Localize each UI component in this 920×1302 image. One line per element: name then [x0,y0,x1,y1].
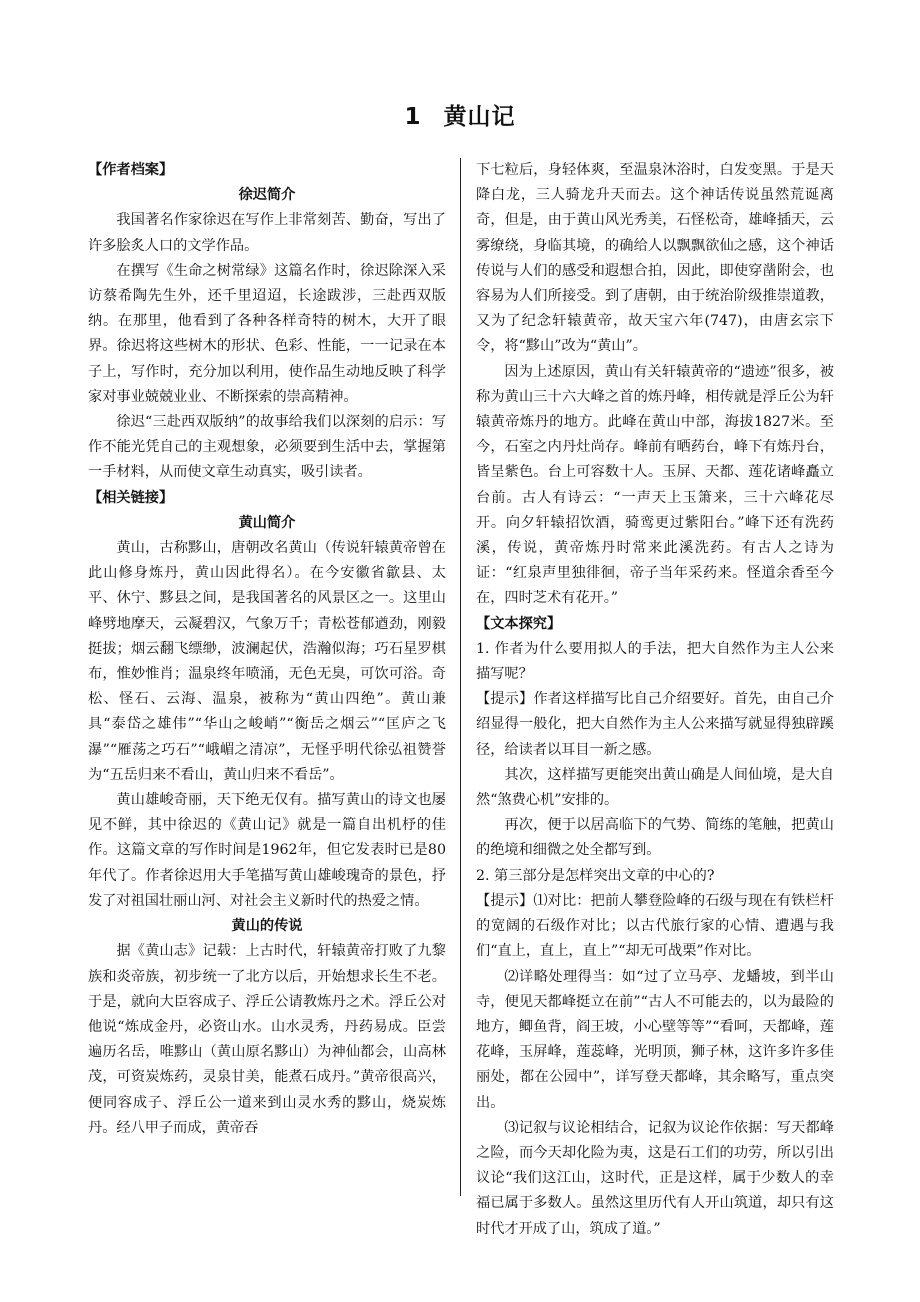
paragraph: ⑵详略处理得当：如“过了立马亭、龙蟠坡，到半山寺，便见天都峰挺立在前”“古人不可能去的，以为最险的地方，鲫鱼背，阎王坡，小心壁等等”“看呵，天都峰，莲花峰，玉屏峰，莲蕊峰，光明顶，狮子林，这许多许多佳丽处，都在公园中”，详写登天都峰，其余略写，重点突出。 [476,968,834,1111]
paragraph: 徐迟“三赴西双版纳”的故事给我们以深刻的启示：写作不能光凭自己的主观想象，必须要到生活中去，掌握第一手材料，从而使文章生动真实，吸引读者。 [88,414,446,481]
subheading-legend: 黄山的传说 [231,918,303,935]
paragraph: 据《黄山志》记载：上古时代，轩辕黄帝打败了九黎族和炎帝族，初步统一了北方以后，开始想求长生不老。于是，就向大臣容成子、浮丘公请教炼丹之术。浮丘公对他说“炼成金丹，必资山水。山水灵秀，丹药易成。臣尝遍历名岳，唯黟山（黄山原名黟山）为神仙都会，山高林茂，可资炭炼药，灵泉甘美，能煮石成丹。”黄帝很高兴，便同容成子、浮丘公一道来到山灵水秀的黟山，烧炭炼丹。经八甲子而成，黄帝吞 [88,943,446,1136]
subheading-huangshan-intro: 黄山简介 [238,514,296,531]
hint-label: 【提示】 [476,691,534,708]
question-2: 2. 第三部分是怎样突出文章的中心的? [476,867,715,884]
subheading-xuchi: 徐迟简介 [238,187,296,204]
answer-2 [476,889,834,965]
page-title [0,98,920,131]
paragraph: 因为上述原因，黄山有关轩辕黄帝的“遗迹”很多，被称为黄山三十六大峰之首的炼丹峰，相传就是浮丘公为轩辕黄帝炼丹的地方。此峰在黄山中部，海拔1827米。至今，石室之内丹灶尚存。峰前有晒药台，峰下有炼丹台，皆呈紫色。台上可容数十人。玉屏、天都、莲花诸峰矗立台前。古人有诗云：“一声天上玉箫来，三十六峰花尽开。向夕轩辕招饮酒，骑鸾更过紫阳台。”峰下还有洗药溪，传说，黄帝炼丹时常来此溪洗药。有古人之诗为证：“红泉声里独徘徊，帝子当年采药来。怪道余香至今在，四时芝术有花开。” [476,363,834,607]
answer-1 [476,687,834,763]
paragraph: 黄山，古称黟山，唐朝改名黄山（传说轩辕黄帝曾在此山修身炼丹，黄山因此得名）。在今安徽省歙县、太平、休宁、黟县之间，是我国著名的风景区之一。这里山峰劈地摩天，云凝碧汉，气象万千；青松苍郁遒劲，刚毅挺拔；烟云翻飞缥缈，波澜起伏，浩瀚似海；巧石星罗棋布，惟妙惟肖；温泉终年喷涌，无色无臭，可饮可浴。奇松、怪石、云海、温泉，被称为“黄山四绝”。黄山兼具“泰岱之雄伟”“华山之峻峭”“衡岳之烟云”“匡庐之飞瀑”“雁荡之巧石”“峨嵋之清凉”，无怪乎明代徐弘祖赞誉为“五岳归来不看山，黄山归来不看岳”。 [88,540,446,783]
lesson-title: 黄山记 [443,104,516,130]
paragraph: 再次，便于以居高临下的气势、简练的笔触，把黄山的绝境和细微之处全都写到。 [476,817,834,859]
paragraph: 我国著名作家徐迟在写作上非常刻苦、勤奋，写出了许多脍炙人口的文学作品。 [88,212,446,254]
lesson-number: 1 [404,104,422,130]
answer-text: 作者这样描写比自己介绍要好。首先，由自己介绍显得一般化，把大自然作为主人公来描写就显得独辟蹊径，给读者以耳目一新之感。 [476,691,834,758]
section-heading-links: 【相关链接】 [88,489,174,506]
section-heading-author: 【作者档案】 [88,162,174,178]
hint-label: 【提示】 [476,892,534,909]
paragraph: ⑶记叙与议论相结合，记叙为议论作依据：写天都峰之险，而今天却化险为夷，这是石工们的功劳，所以引出议论“我们这江山，这时代，正是这样，属于少数人的幸福已属于多数人。虽然这里历代有人开山筑道，却只有这时代才开成了山，筑成了道。” [476,1119,834,1237]
section-heading-explore: 【文本探究】 [476,615,562,632]
right-column [476,158,834,1242]
answer-text: ⑴对比：把前人攀登险峰的石级与现在有铁栏杆的宽阔的石级作对比；以古代旅行家的心情、遭遇与我们“直上，直上，直上”“却无可战栗”作对比。 [476,892,834,960]
paragraph: 黄山雄峻奇丽，天下绝无仅有。描写黄山的诗文也屡见不鲜，其中徐迟的《黄山记》就是一篇自出机杼的佳作。这篇文章的写作时间是1962年，但它发表时已是80年代了。作者徐迟用大手笔描写黄山雄峻瑰奇的景色，抒发了对祖国壮丽山河、对社会主义新时代的热爱之情。 [88,792,446,909]
question-1: 1. 作者为什么要用拟人的手法，把大自然作为主人公来描写呢？ [476,640,834,683]
paragraph: 其次，这样描写更能突出黄山确是人间仙境，是大自然“煞费心机”安排的。 [476,766,834,809]
left-column [88,158,446,1141]
paragraph: 下七粒后，身轻体爽，至温泉沐浴时，白发变黑。于是天降白龙，三人骑龙升天而去。这个神话传说虽然荒诞离奇，但是，由于黄山风光秀美，石怪松奇，雄峰插天，云雾缭绕，身临其境，的确给人以飘飘欲仙之感，这个神话传说与人们的感受和遐想合拍，因此，即使穿凿附会，也容易为人们所接受。到了唐朝，由于统治阶级推崇道教，又为了纪念轩辕黄帝，故天宝六年(747)，由唐玄宗下令，将“黟山”改为“黄山”。 [476,162,834,355]
column-divider [460,158,461,1196]
paragraph: 在撰写《生命之树常绿》这篇名作时，徐迟除深入采访蔡希陶先生外，还千里迢迢，长途跋涉，三赴西双版纳。在那里，他看到了各种各样奇特的树木，大开了眼界。徐迟将这些树木的形状、色彩、性能，一一记录在本子上，写作时，充分加以利用，使作品生动地反映了科学家对事业兢兢业业、不断探索的崇高精神。 [88,262,446,405]
